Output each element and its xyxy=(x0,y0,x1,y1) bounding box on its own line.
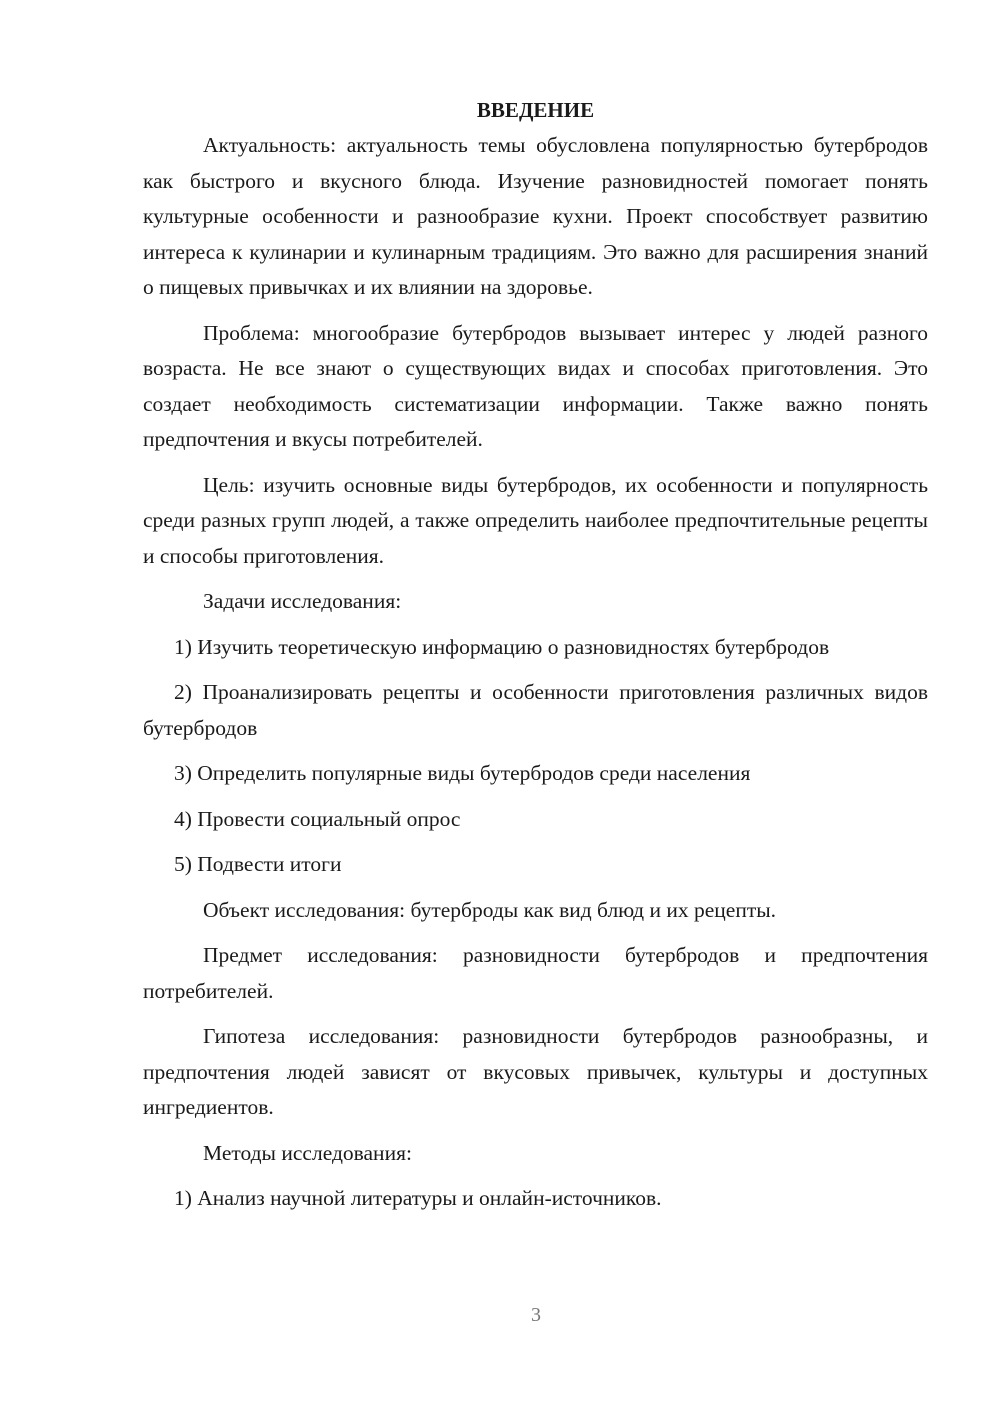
paragraph-relevance: Актуальность: актуальность темы обусловлена популярностью бутербродов как быстрого и вкусного блюда. Изучение разновидностей помогает понять культурные особенности и разнообразие кухни. Проект способствует развитию интереса к кулинарии и кулинарным традициям. Это важно для расширения знаний о пищевых привычках и их влиянии на здоровье. xyxy=(143,133,928,299)
section-title: ВВЕДЕНИЕ xyxy=(476,98,595,122)
methods-heading: Методы исследования: xyxy=(203,1140,412,1165)
task-item: 2) Проанализировать рецепты и особенности приготовления различных видов бутербродов xyxy=(143,680,928,740)
page-number: 3 xyxy=(531,1304,541,1326)
task-item: 5) Подвести итоги xyxy=(174,852,342,876)
paragraph-object: Объект исследования: бутерброды как вид блюд и их рецепты. xyxy=(203,897,777,922)
paragraph-goal: Цель: изучить основные виды бутербродов, их особенности и популярность среди разных групп людей, а также определить наиболее предпочтительные рецепты и способы приготовления. xyxy=(143,472,928,568)
tasks-heading: Задачи исследования: xyxy=(203,589,402,613)
task-item: 3) Определить популярные виды бутербродов среди населения xyxy=(174,761,751,785)
paragraph-subject: Предмет исследования: разновидности бутербродов и предпочтения потребителей. xyxy=(143,943,928,1003)
task-item: 1) Изучить теоретическую информацию о разновидностях бутербродов xyxy=(174,634,830,659)
method-item: 1) Анализ научной литературы и онлайн-источников. xyxy=(174,1186,662,1210)
paragraph-hypothesis: Гипотеза исследования: разновидности бутербродов разнообразны, и предпочтения людей зависят от вкусовых привычек, культуры и доступных ингредиентов. xyxy=(143,1024,928,1119)
paragraph-problem: Проблема: многообразие бутербродов вызывает интерес у людей разного возраста. Не все знают о существующих видах и способах приготовления. Это создает необходимость систематизации информации. Также важно понять предпочтения и вкусы потребителей. xyxy=(143,320,928,451)
task-item: 4) Провести социальный опрос xyxy=(174,806,461,831)
document-page xyxy=(143,92,928,1227)
